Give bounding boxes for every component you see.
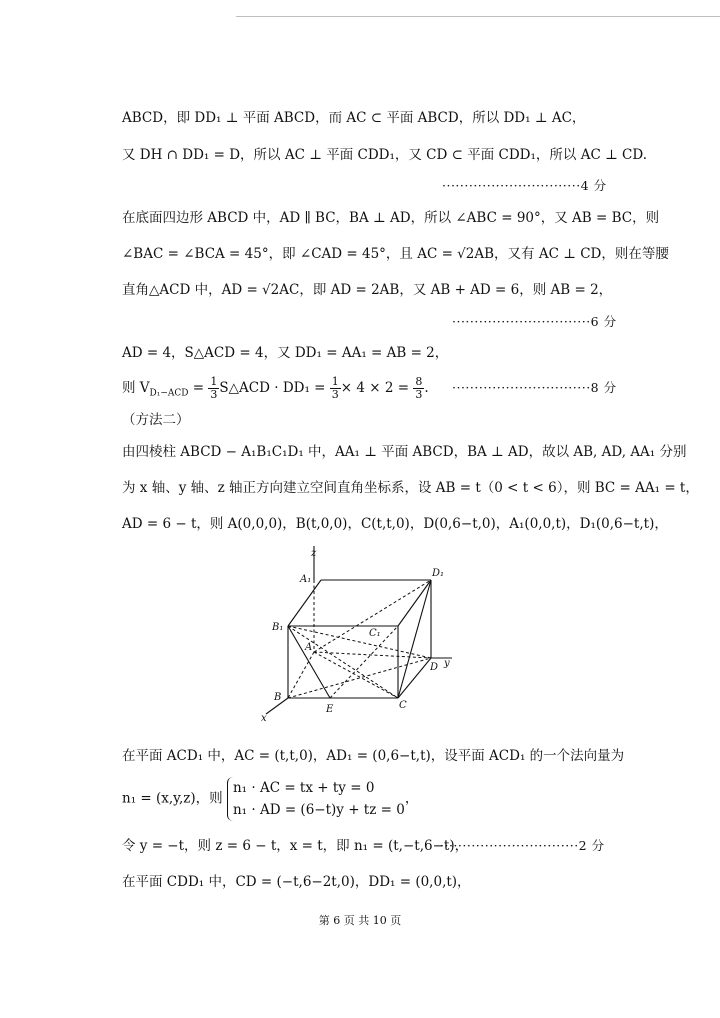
text-line-8: 为 x 轴、y 轴、z 轴正方向建立空间直角坐标系，设 AB = t（0 < t < 6），则 BC = AA₁ = t， (122, 480, 699, 496)
label-d: D (430, 662, 439, 673)
score-6: ·······························6 分 (452, 314, 617, 329)
label-e: E (326, 704, 334, 715)
fraction-1-den: 3 (210, 388, 218, 401)
fraction-1-num: 1 (210, 375, 218, 388)
fraction-3-den: 3 (415, 388, 423, 401)
normal-prefix: n₁ = (x,y,z)，则 (122, 790, 223, 807)
volume-tail: × 4 × 2 = (340, 380, 414, 396)
fraction-2-den: 3 (331, 388, 339, 401)
score-4: ·······························4 分 (442, 178, 607, 193)
equation-system (227, 777, 405, 821)
label-b1: B₁ (272, 622, 284, 633)
volume-prefix: 则 V (122, 380, 150, 396)
text-line-12: 在平面 CDD₁ 中，CD = (−t,6−2t,0)，DD₁ = (0,0,t)， (122, 874, 471, 890)
volume-mid: S△ACD · DD₁ = (219, 380, 330, 396)
text-line-5: 直角△ACD 中，AD = √2AC，即 AD = 2AB，又 AB + AD = 6，则 AB = 2， (122, 282, 613, 298)
volume-sub: D₁−ACD (149, 388, 189, 399)
text-line-7: 由四棱柱 ABCD − A₁B₁C₁D₁ 中，AA₁ ⊥ 平面 ABCD，BA ⊥ AD，故以 AB, AD, AA₁ 分别 (122, 444, 687, 460)
method-two-heading: （方法二） (122, 412, 190, 428)
normal-vector-system (122, 777, 418, 821)
fraction-2 (330, 376, 341, 401)
page-footer: 第 6 页 共 10 页 (318, 914, 402, 927)
normal-end: ， (404, 790, 419, 807)
label-c: C (399, 700, 407, 711)
fraction-2-num: 1 (331, 375, 339, 388)
label-a: A (305, 642, 313, 653)
text-line-9: AD = 6 − t，则 A(0,0,0)，B(t,0,0)，C(t,t,0)，D(0,6−t,0)，A₁(0,0,t)，D₁(0,6−t,t)， (122, 516, 668, 532)
text-line-6: AD = 4，S△ACD = 4，又 DD₁ = AA₁ = AB = 2， (122, 345, 449, 361)
text-line-1: ABCD，即 DD₁ ⊥ 平面 ABCD，而 AC ⊂ 平面 ABCD，所以 DD₁ ⊥ AC， (122, 110, 586, 126)
label-d1: D₁ (432, 568, 445, 579)
score-2: ·······························2 分 (440, 838, 605, 853)
label-x: x (261, 713, 267, 722)
label-c1: C₁ (369, 628, 381, 639)
equation-1: n₁ · AC = tx + ty = 0 (232, 780, 375, 796)
label-z: z (311, 548, 317, 559)
score-8: ·······························8 分 (452, 380, 617, 395)
label-b: B (274, 692, 282, 703)
cube-coordinate-figure (256, 546, 466, 722)
label-a1: A₁ (300, 574, 312, 585)
fraction-3 (413, 376, 424, 401)
volume-end: . (424, 380, 429, 396)
text-line-11: 令 y = −t，则 z = 6 − t，x = t，即 n₁ = (t,−t,6−t)， (122, 838, 469, 854)
header-rule (236, 16, 720, 17)
equation-2: n₁ · AD = (6−t)y + tz = 0 (232, 802, 405, 818)
text-line-3: 在底面四边形 ABCD 中，AD ∥ BC，BA ⊥ AD，所以 ∠ABC = 90°，又 AB = BC，则 (122, 210, 660, 226)
text-line-10: 在平面 ACD₁ 中，AC = (t,t,0)，AD₁ = (0,6−t,t)，设平面 ACD₁ 的一个法向量为 (122, 748, 625, 764)
text-line-4: ∠BAC = ∠BCA = 45°，即 ∠CAD = 45°，且 AC = √2AB，又有 AC ⊥ CD，则在等腰 (122, 246, 669, 262)
volume-eq: = (188, 380, 209, 396)
fraction-1 (208, 376, 219, 401)
volume-formula (122, 374, 429, 408)
fraction-3-num: 8 (415, 375, 423, 388)
label-y: y (444, 658, 450, 669)
text-line-2: 又 DH ∩ DD₁ = D，所以 AC ⊥ 平面 CDD₁，又 CD ⊂ 平面 CDD₁，所以 AC ⊥ CD. (122, 147, 648, 163)
